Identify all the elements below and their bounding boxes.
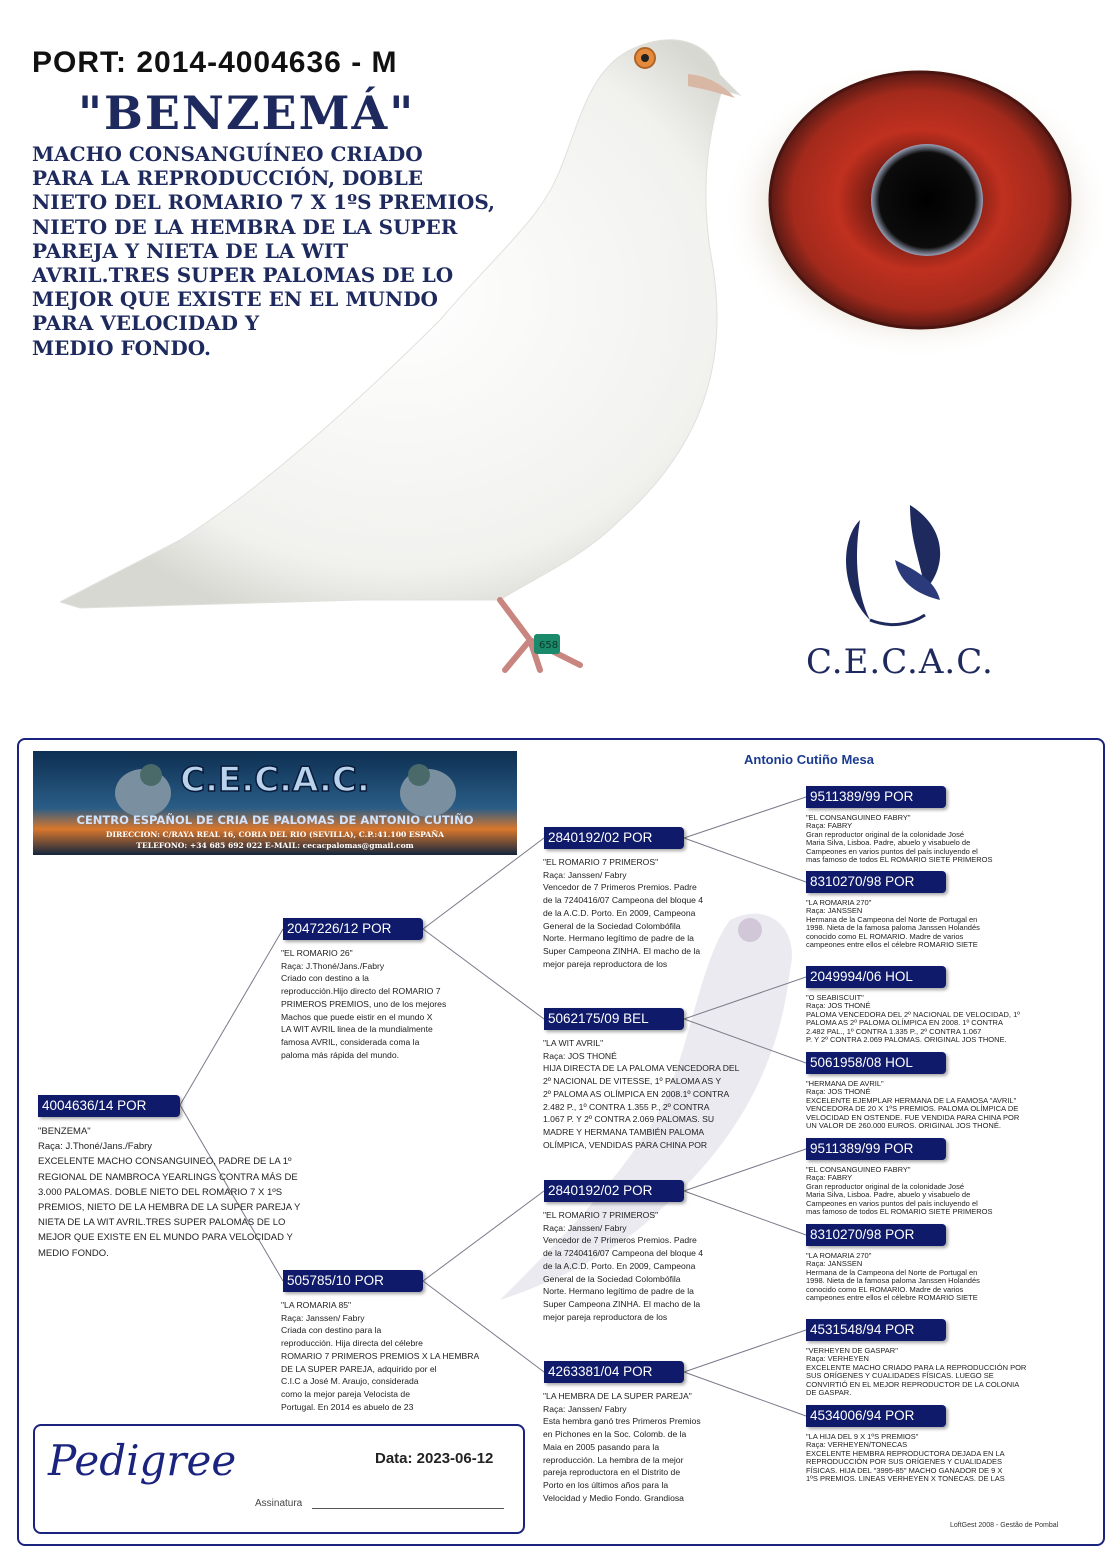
dam-line: DE LA SUPER PAREJA, adquirido por el (281, 1363, 437, 1374)
dam-line: Criada con destino para la (281, 1325, 382, 1336)
subject-line: Raça: J.Thoné/Jans./Fabry (38, 1141, 153, 1153)
sss-line: Campeones en varios puntos del país incluyendo el (806, 846, 978, 856)
sds-line: "O SEABISCUIT" (806, 993, 864, 1002)
dam-line: como la mejor pareja Velocista de (281, 1388, 410, 1399)
dsd-line: conocido como EL ROMARIO. Madre de varios (806, 1284, 964, 1294)
dam-line: "LA ROMARIA 85" (281, 1300, 352, 1310)
ds-description (543, 1209, 703, 1323)
sire-line: reproducción.Hijo directo del ROMARIO 7 (281, 986, 441, 997)
sd-line: Raça: JOS THONÉ (543, 1050, 617, 1061)
ds-line: Vencedor de 7 Primeros Premios. Padre (543, 1235, 697, 1246)
banner-subtitle: CENTRO ESPAÑOL DE CRIA DE PALOMAS DE ANTONIO CUTIÑO (76, 813, 474, 827)
dam-description (281, 1299, 479, 1413)
sire-line: Raça: J.Thoné/Jans./Fabry (281, 960, 385, 971)
sds-line: PALOMA VENCEDORA DEL 2º NACIONAL DE VELOCIDAD, 1º (806, 1009, 1021, 1019)
dss-line: "EL CONSANGUINEO FABRY" (806, 1165, 911, 1174)
dds-line: EXCELENTE MACHO CRIADO PARA LA REPRODUCCIÓN POR (806, 1362, 1027, 1372)
dam-line: Raça: Janssen/ Fabry (281, 1312, 365, 1323)
hero-description-line: AVRIL.TRES SUPER PALOMAS DE LO (32, 263, 454, 288)
dss-line: Campeones en varios puntos del país incluyendo el (806, 1198, 978, 1208)
sd-line: 2º PALOMA AS OLÍMPICA EN 2008.1º CONTRA (543, 1088, 730, 1099)
dss-line: Maria Silva, Lisboa. Padre, abuelo y visabuelo de (806, 1190, 971, 1200)
sss-line: Maria Silva, Lisboa. Padre, abuelo y visabuelo de (806, 838, 971, 848)
sd-line: MADRE Y HERMANA TAMBIÉN PALOMA (543, 1126, 705, 1137)
dd-line: Raça: Janssen/ Fabry (543, 1403, 627, 1414)
dds-line: CONVIRTIÓ EN EL MEJOR REPRODUCTOR DE LA COLONIA (806, 1379, 1020, 1389)
dd-line: Esta hembra ganó tres Primeros Premios (543, 1416, 701, 1427)
dsd-line: Hermana de la Campeona del Norte de Portugal en (806, 1267, 978, 1277)
dss-ring-box[interactable]: 9511389/99 POR (806, 1138, 946, 1160)
ssd-ring-box[interactable]: 8310270/98 POR (806, 871, 946, 893)
dss-line: Raça: FABRY (806, 1173, 853, 1183)
hero-description-line: PAREJA Y NIETA DE LA WIT (32, 238, 349, 263)
sdd-line: EXCELENTE EJEMPLAR HERMANA DE LA FAMOSA "AVRIL" (806, 1095, 1017, 1105)
ss-ring-box[interactable]: 2840192/02 POR (544, 827, 684, 849)
hero-description-line: MEDIO FONDO. (32, 335, 211, 360)
subject-line: 3.000 PALOMAS. DOBLE NIETO DEL ROMARIO 7 X 1ºS (38, 1186, 283, 1198)
ssd-line: campeones entre ellos el célebre ROMARIO SIETE (806, 940, 978, 950)
ssd-line: Hermana de la Campeona del Norte de Portugal en (806, 914, 978, 924)
dd-line: en Pichones en la Soc. Colomb. de la (543, 1429, 687, 1440)
sire-line: Machos que puede eistir en el mundo X (281, 1011, 433, 1022)
subject-line: NIETA DE LA WIT AVRIL.TRES SUPER PALOMAS DE LO (38, 1217, 286, 1229)
ds-line: de la A.C.D. Porto. En 2009, Campeona (543, 1260, 696, 1271)
ddd-line: REPRODUCCIÓN POR SUS ORÍGENES Y CUALIDADES (806, 1457, 1003, 1467)
ds-line: Super Campeona ZINHA. El macho de la (543, 1298, 701, 1309)
hero-description-line: NIETO DEL ROMARIO 7 X 1ºS PREMIOS, (32, 190, 496, 215)
sire-line: paloma más rápida del mundo. (281, 1049, 399, 1060)
sdd-line: VENCEDORA DE 20 X 1ºS PREMIOS. PALOMA OLÍMPICA DE (806, 1104, 1019, 1114)
ss-description (543, 856, 703, 970)
hero-description-line: MEJOR QUE EXISTE EN EL MUNDO (32, 287, 438, 312)
dsd-line: "LA ROMARIA 270" (806, 1251, 872, 1260)
sss-line: mas famoso de todos EL ROMARIO SIETE PRIMEROS (806, 855, 993, 865)
dds-line: SUS ORÍGENES Y CUALIDADES FÍSICAS. LUEGO SE (806, 1371, 994, 1381)
dd-line: reproducción. La hembra de la mejor (543, 1454, 684, 1465)
sss-line: Raça: FABRY (806, 821, 853, 831)
ddd-line: 1ºS PREMIOS. LINEAS VERHEYEN X TONECAS. DE LAS (806, 1474, 1005, 1484)
dam-line: reproducción. Hija directa del célebre (281, 1338, 423, 1349)
ss-line: de la A.C.D. Porto. En 2009, Campeona (543, 907, 696, 918)
ss-line: Super Campeona ZINHA. El macho de la (543, 945, 701, 956)
ds-line: Norte. Hermano legítimo de padre de la (543, 1286, 694, 1297)
dss-line: mas famoso de todos EL ROMARIO SIETE PRIMEROS (806, 1207, 993, 1217)
sss-line: Gran reproductor original de la colonidade José (806, 829, 965, 839)
sds-ring-box[interactable]: 2049994/06 HOL (806, 966, 946, 988)
dam-line: ROMARIO 7 PRIMEROS PREMIOS X LA HEMBRA (281, 1350, 480, 1361)
sdd-ring-box[interactable]: 5061958/08 HOL (806, 1052, 946, 1074)
ssd-description (806, 899, 980, 949)
sdd-line: "HERMANA DE AVRIL" (806, 1079, 884, 1088)
dam-line: C.I.C a José M. Araujo, considerada (281, 1376, 419, 1387)
sire-line: famosa AVRIL, considerada coma la (281, 1036, 420, 1047)
hero-ring-number: PORT: 2014-4004636 - M (32, 46, 398, 79)
ds-line: "EL ROMARIO 7 PRIMEROS" (543, 1210, 659, 1220)
subject-line: REGIONAL DE NAMBROCA YEARLINGS CONTRA MÁS DE (38, 1171, 298, 1183)
ss-line: mejor pareja reproductora de los (543, 958, 668, 969)
ss-line: Raça: Janssen/ Fabry (543, 869, 627, 880)
subject-description (38, 1124, 300, 1261)
subject-line: PREMIOS, NIETO DE LA HEMBRA DE LA SUPER PAREJA Y (38, 1202, 301, 1214)
ssd-line: conocido como EL ROMARIO. Madre de varios (806, 931, 964, 941)
ddd-ring-box[interactable]: 4534006/94 POR (806, 1405, 946, 1427)
dam-ring-box[interactable]: 505785/10 POR (283, 1270, 423, 1292)
dds-ring-box[interactable]: 4531548/94 POR (806, 1319, 946, 1341)
sds-line: 2.482 PAL., 1º CONTRA 1.335 P., 2º CONTRA 1.067 (806, 1026, 982, 1036)
sdd-line: VELOCIDAD EN OSTENDE. FUE VENDIDA PARA CHINA POR (806, 1112, 1020, 1122)
sd-line: 2º NACIONAL DE VITESSE, 1º PALOMA AS Y (543, 1076, 722, 1087)
ddd-line: FÍSICAS. HIJA DEL "3995-85" MACHO GANADOR DE 9 X (806, 1465, 1003, 1475)
dd-description (543, 1390, 701, 1504)
dss-description (806, 1166, 992, 1216)
banner-address: DIRECCION: C/RAYA REAL 16, CORIA DEL RIO (SEVILLA), C.P.:41.100 ESPAÑA (105, 830, 445, 839)
subject-line: MEJOR QUE EXISTE EN EL MUNDO PARA VELOCIDAD Y (38, 1232, 293, 1244)
ss-line: de la 7240416/07 Campeona del bloque 4 (543, 895, 704, 906)
dd-ring-box[interactable]: 4263381/04 POR (544, 1361, 684, 1383)
dd-line: Maia en 2005 pasando para la (543, 1441, 660, 1452)
hero-pigeon-name: "BENZEMÁ" (78, 86, 416, 140)
sire-description (281, 947, 446, 1061)
subject-ring-box[interactable]: 4004636/14 POR (38, 1095, 180, 1117)
sdd-line: UN VALOR DE 260.000 EUROS. ORIGINAL JOS THONÉ. (806, 1121, 1001, 1131)
sss-ring-box[interactable]: 9511389/99 POR (806, 786, 946, 808)
ss-line: "EL ROMARIO 7 PRIMEROS" (543, 857, 659, 867)
hero-description-line: PARA VELOCIDAD Y (32, 311, 260, 336)
dsd-description (806, 1252, 980, 1302)
dd-line: Porto en los últimos años para la (543, 1479, 669, 1490)
ds-line: de la 7240416/07 Campeona del bloque 4 (543, 1248, 704, 1259)
sds-line: P. Y 2º CONTRA 2.069 PALOMAS. ORIGINAL JOS THONE. (806, 1035, 1007, 1045)
dsd-line: 1998. Nieta de la famosa paloma Janssen Holandés (806, 1276, 980, 1286)
cecac-logo-text: C.E.C.A.C. (806, 642, 994, 682)
subject-line: MEDIO FONDO. (38, 1247, 109, 1259)
pedigree-title: Pedigree (48, 1436, 237, 1485)
sdd-description (806, 1080, 1019, 1130)
ss-line: Vencedor de 7 Primeros Premios. Padre (543, 882, 697, 893)
sd-line: 1.067 P. Y 2º CONTRA 2.069 PALOMAS. SU (543, 1114, 715, 1125)
ssd-line: Raça: JANSSEN (806, 906, 863, 916)
hero-description-line: NIETO DE LA HEMBRA DE LA SUPER (32, 214, 458, 239)
ds-line: mejor pareja reproductora de los (543, 1311, 668, 1322)
banner-contact: TELEFONO: +34 685 692 022 E-MAIL: cecacpalomas@gmail.com (136, 841, 414, 850)
sire-line: PRIMEROS PREMIOS, uno de los mejores (281, 998, 447, 1009)
banner-title: C.E.C.A.C. (180, 760, 370, 800)
dss-line: Gran reproductor original de la colonidade José (806, 1181, 965, 1191)
dd-line: pareja reproductora en el Distrito de (543, 1467, 681, 1478)
ds-line: General de la Sociedad Colombófila (543, 1273, 681, 1284)
sdd-line: Raça: JOS THONÉ (806, 1087, 871, 1097)
ssd-line: 1998. Nieta de la famosa paloma Janssen Holandés (806, 923, 980, 933)
signature-label: Assinatura (255, 1498, 303, 1509)
sd-line: HIJA DIRECTA DE LA PALOMA VENCEDORA DEL (543, 1063, 740, 1074)
ss-line: Norte. Hermano legítimo de padre de la (543, 933, 694, 944)
dds-line: Raça: VERHEYEN (806, 1354, 869, 1364)
leg-ring-text: 658 (539, 640, 559, 651)
dsd-line: Raça: JANSSEN (806, 1259, 863, 1269)
hero-description-line: MACHO CONSANGUÍNEO CRIADO (32, 142, 423, 166)
sire-ring-box[interactable]: 2047226/12 POR (283, 918, 423, 940)
sd-description (543, 1037, 739, 1151)
dds-line: "VERHEYEN DE GASPAR" (806, 1346, 898, 1355)
sd-line: "LA WIT AVRIL" (543, 1038, 604, 1048)
dd-line: "LA HEMBRA DE LA SUPER PAREJA" (543, 1391, 692, 1401)
sds-description (806, 994, 1020, 1044)
dam-line: Portugal. En 2014 es abuelo de 23 (281, 1401, 414, 1412)
ddd-line: EXCELENTE HEMBRA REPRODUCTORA DEJADA EN LA (806, 1448, 1005, 1458)
pedigree-date: Data: 2023-06-12 (375, 1450, 494, 1467)
cecac-banner (33, 751, 517, 855)
sire-line: Criado con destino a la (281, 973, 369, 984)
software-credit: LoftGest 2008 - Gestão de Pombal (950, 1522, 1059, 1529)
ddd-line: "LA HIJA DEL 9 X 1ºS PREMIOS" (806, 1432, 919, 1441)
dd-line: Velocidad y Medio Fondo. Grandiosa (543, 1492, 684, 1503)
subject-line: EXCELENTE MACHO CONSANGUINEO, PADRE DE LA 1º (38, 1156, 292, 1168)
sd-line: 2.482 P., 1º CONTRA 1.355 P., 2º CONTRA (543, 1101, 710, 1112)
sire-line: LA WIT AVRIL linea de la mundialmente (281, 1024, 433, 1035)
ds-ring-box[interactable]: 2840192/02 POR (544, 1180, 684, 1202)
ddd-line: Raça: VERHEYEN/TONECAS (806, 1440, 908, 1450)
sire-line: "EL ROMARIO 26" (281, 948, 353, 958)
sss-line: "EL CONSANGUINEO FABRY" (806, 813, 911, 822)
dds-description (806, 1347, 1026, 1397)
owner-name: Antonio Cutiño Mesa (744, 752, 874, 767)
sds-line: Raça: JOS THONÉ (806, 1001, 871, 1011)
ssd-line: "LA ROMARIA 270" (806, 898, 872, 907)
ss-line: General de la Sociedad Colombófila (543, 920, 681, 931)
subject-line: "BENZEMA" (38, 1126, 91, 1137)
sd-ring-box[interactable]: 5062175/09 BEL (544, 1008, 684, 1030)
dsd-ring-box[interactable]: 8310270/98 POR (806, 1224, 946, 1246)
dds-line: DE GASPAR. (806, 1388, 852, 1398)
dsd-line: campeones entre ellos el célebre ROMARIO SIETE (806, 1293, 978, 1303)
signature-line[interactable] (312, 1508, 504, 1509)
ddd-description (806, 1433, 1005, 1483)
sd-line: OLÍMPICA, VENDIDAS PARA CHINA POR (543, 1139, 708, 1150)
sss-description (806, 814, 992, 864)
sds-line: PALOMA AS 2º PALOMA OLÍMPICA EN 2008. 1º CONTRA (806, 1018, 1003, 1028)
ds-line: Raça: Janssen/ Fabry (543, 1222, 627, 1233)
hero-description-line: PARA LA REPRODUCCIÓN, DOBLE (32, 166, 423, 191)
